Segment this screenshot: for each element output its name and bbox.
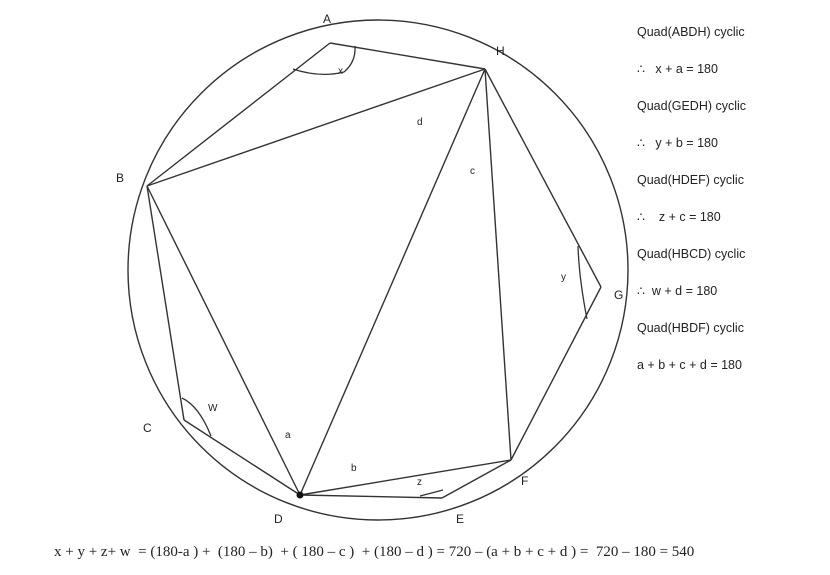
angle-label-c: c	[470, 166, 475, 177]
angle-label-b: b	[351, 463, 357, 474]
note-line: Quad(HDEF) cyclic	[637, 173, 744, 187]
note-line: Quad(GEDH) cyclic	[637, 99, 747, 113]
point-label-c: C	[143, 421, 152, 435]
note-line: Quad(HBCD) cyclic	[637, 247, 746, 261]
note-line: ∴ y + b = 180	[637, 136, 718, 150]
segment-ab	[147, 43, 330, 186]
segment-dh	[300, 69, 485, 495]
angle-label-x: x	[338, 66, 343, 77]
angle-label-z: z	[417, 477, 422, 488]
segment-bd	[147, 186, 300, 495]
point-label-h: H	[496, 44, 505, 58]
proof-notes	[637, 24, 822, 394]
point-label-b: B	[116, 171, 125, 185]
note-line: Quad(HBDF) cyclic	[637, 321, 744, 335]
point-label-g: G	[614, 288, 624, 302]
point-label-f: F	[521, 474, 529, 488]
note-line: ∴ x + a = 180	[637, 62, 718, 76]
segment-bc	[147, 186, 184, 420]
point-label-e: E	[456, 512, 465, 526]
note-line: Quad(ABDH) cyclic	[637, 25, 745, 39]
angle-label-a: a	[285, 430, 291, 441]
point-label-d: D	[274, 512, 283, 526]
circumcircle	[128, 20, 628, 520]
final-equation: x + y + z+ w = (180-a ) + (180 – b) + ( 180 – c ) + (180 – d ) = 720 – (a + b + c + d ) = 720 – 180 = 540	[54, 544, 695, 560]
note-line: a + b + c + d = 180	[637, 358, 742, 372]
segment-cd	[184, 420, 300, 495]
segment-bh	[147, 69, 485, 186]
note-line: ∴ w + d = 180	[637, 284, 718, 298]
point-d-marker	[297, 492, 304, 499]
segment-fg	[511, 287, 601, 460]
segment-gh	[485, 69, 601, 287]
point-label-a: A	[323, 12, 332, 26]
note-line: ∴ z + c = 180	[637, 210, 721, 224]
angle-arc-x	[293, 46, 355, 74]
angle-arc-z	[420, 490, 443, 496]
angle-label-d: d	[417, 117, 423, 128]
angle-label-y: y	[561, 272, 566, 283]
segment-fh	[485, 69, 511, 460]
segment-ah	[330, 43, 485, 69]
angle-label-w: W	[208, 403, 218, 414]
